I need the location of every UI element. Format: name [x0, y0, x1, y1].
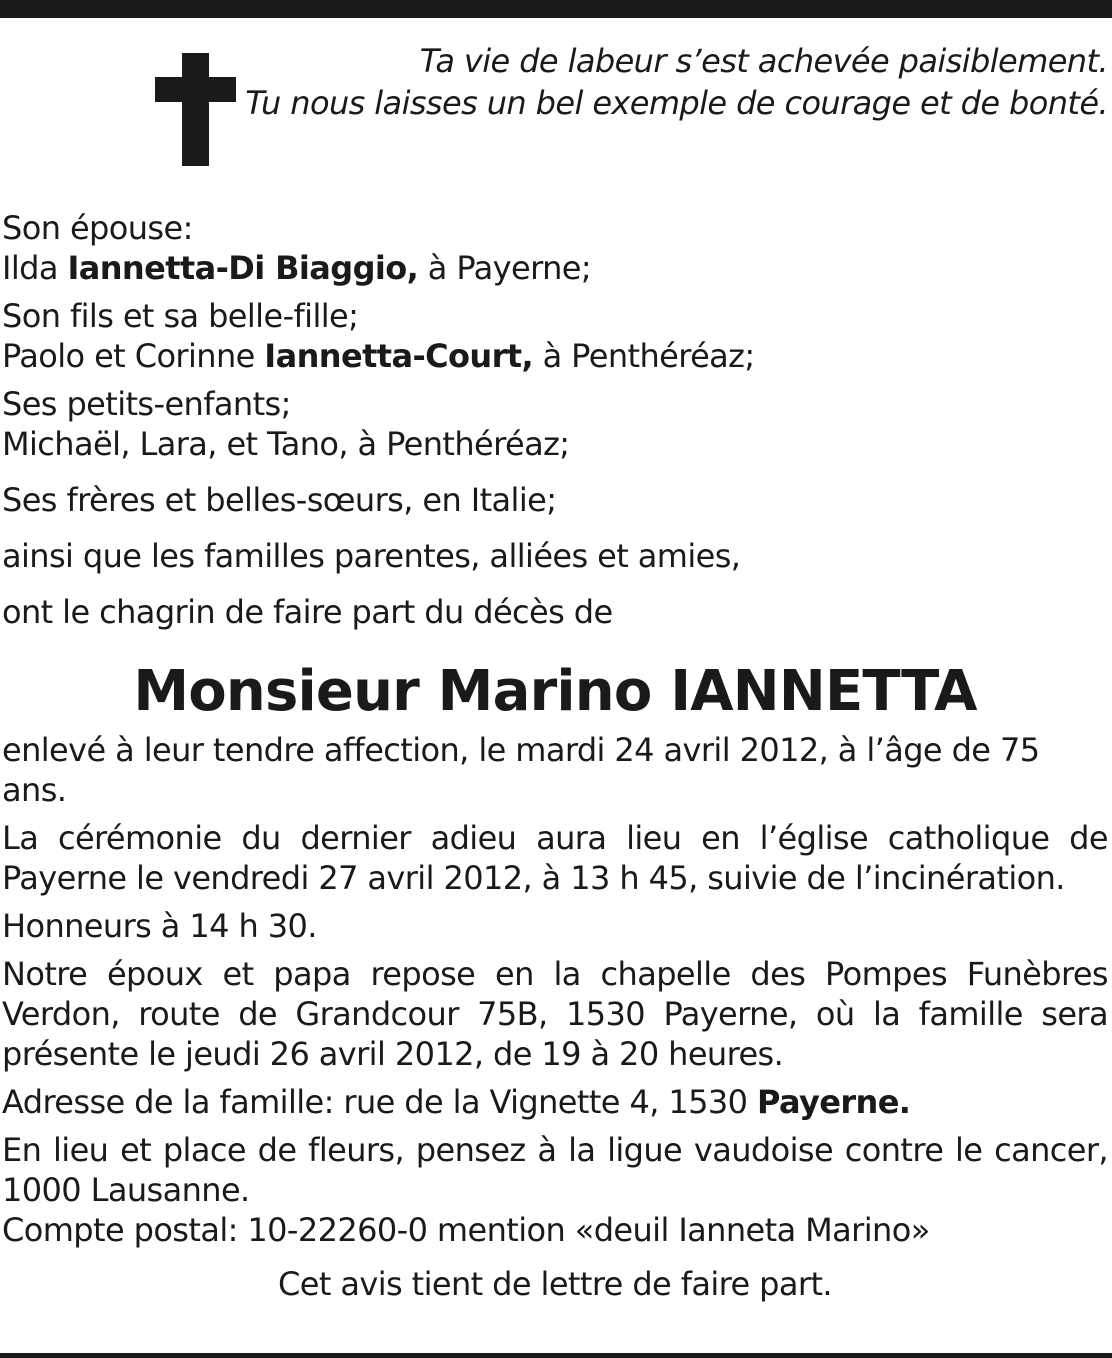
honours-line: Honneurs à 14 h 30.	[2, 907, 317, 945]
relatives-line: ainsi que les familles parentes, alliées et amies,	[2, 537, 741, 575]
ceremony-paragraph: La cérémonie du dernier adieu aura lieu en l’église catholique de Payerne le vendredi 27 avril 2012, à 13 h 45, suivie de l’incinération.	[2, 819, 1108, 897]
postal-account: Compte postal: 10-22260-0 mention «deuil Ianneta Marino»	[2, 1211, 930, 1249]
obituary-body	[2, 208, 1108, 1304]
spouse-line: Ilda Iannetta-Di Biaggio, à Payerne;	[2, 249, 592, 287]
rest-paragraph: Notre époux et papa repose en la chapelle des Pompes Funèbres Verdon, route de Grandcour 75B, 1530 Payerne, où la famille sera présente le jeudi 26 avril 2012, de 19 à 20 heures.	[2, 955, 1108, 1073]
address-city: Payerne.	[756, 1083, 911, 1121]
son-name: Iannetta-Court,	[264, 337, 534, 375]
son-line: Paolo et Corinne Iannetta-Court, à Penthéréaz;	[2, 337, 755, 375]
top-border-rule	[0, 0, 1112, 18]
grandchildren-label: Ses petits-enfants;	[2, 385, 291, 423]
family-address: Adresse de la famille: rue de la Vignette 4, 1530 Payerne.	[2, 1083, 911, 1121]
bottom-border-rule	[0, 1353, 1112, 1358]
siblings-line: Ses frères et belles-sœurs, en Italie;	[2, 481, 557, 519]
announcement-line: ont le chagrin de faire part du décès de	[2, 593, 613, 631]
epigraph-line: Tu nous laisses un bel exemple de courage et de bonté.	[245, 84, 1108, 122]
donation-paragraph: En lieu et place de fleurs, pensez à la ligue vaudoise contre le cancer, 1000 Lausanne.	[2, 1131, 1108, 1209]
closing-line: Cet avis tient de lettre de faire part.	[278, 1265, 832, 1303]
spouse-label: Son épouse:	[2, 209, 193, 247]
spouse-name: Iannetta-Di Biaggio,	[67, 249, 419, 287]
epigraph-line: Ta vie de labeur s’est achevée paisiblement.	[419, 42, 1108, 80]
son-label: Son fils et sa belle-fille;	[2, 297, 359, 335]
epigraph	[245, 40, 1108, 124]
grandchildren-names: Michaël, Lara, et Tano, à Penthéréaz;	[2, 425, 570, 463]
death-line: enlevé à leur tendre affection, le mardi 24 avril 2012, à l’âge de 75 ans.	[2, 731, 1040, 809]
deceased-name: Monsieur Marino IANNETTA	[133, 659, 977, 724]
